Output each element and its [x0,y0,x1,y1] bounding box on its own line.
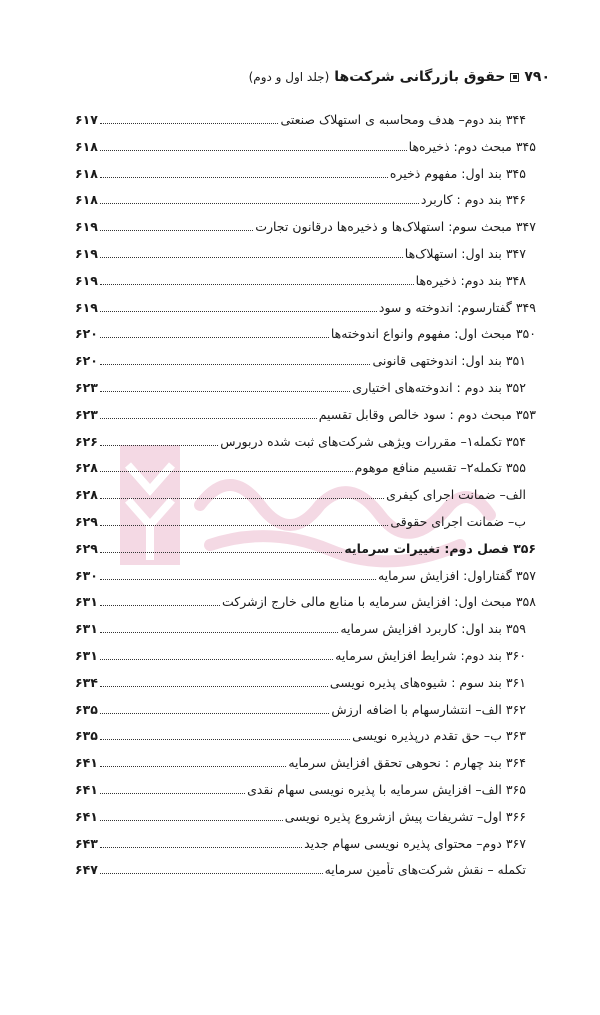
square-bullet-icon [510,73,519,82]
toc-entry-page-number: ۶۲۶ [75,433,98,449]
toc-entry-title: ۳۶۷ دوم– محتوای پذیره نویسی سهام جدید [304,835,526,851]
toc-entry [75,728,536,755]
dot-leader [100,873,323,874]
dot-leader [100,337,329,338]
toc-entry-title: ۳۶۴ بند چهارم : نحوهی تحقق افزایش سرمایه [288,755,526,771]
page-header [50,66,550,88]
toc-entry [75,809,536,836]
toc-entry [75,434,536,461]
toc-entry [75,782,536,809]
dot-leader [100,177,388,178]
toc-entry-title: ۳۶۶ اول– تشریفات پیش ازشروع پذیره نویسی [284,808,526,824]
toc-entry-page-number: ۶۳۵ [75,728,98,744]
toc-entry [75,300,536,327]
toc-entry [75,380,536,407]
toc-entry-page-number: ۶۴۱ [75,755,98,771]
toc-entry-title: ۳۶۳ ب– حق تقدم درپذیره نویسی [352,728,526,744]
dot-leader [100,123,279,124]
toc-entry-page-number: ۶۳۴ [75,674,98,690]
dot-leader [100,686,328,687]
dot-leader [100,605,220,606]
toc-entry-page-number: ۶۱۹ [75,272,98,288]
dot-leader [100,445,218,446]
toc-entry [75,353,536,380]
dot-leader [100,525,389,526]
toc-entry-page-number: ۶۴۳ [75,835,98,851]
toc-entry-page-number: ۶۲۸ [75,487,98,503]
toc-entry-page-number: ۶۱۷ [75,112,98,127]
toc-entry-title: ۳۴۹ گفتارسوم: اندوخته و سود [378,299,536,315]
toc-entry [75,219,536,246]
toc-entry-title: ۳۴۷ مبحث سوم: استهلاک‌ها و ذخیره‌ها درقانون تجارت [255,219,536,235]
toc-entry [75,246,536,273]
toc-entry-page-number: ۶۱۸ [75,192,98,208]
dot-leader [100,230,253,231]
toc-entry [75,514,536,541]
toc-entry [75,407,536,434]
dot-leader [100,418,317,419]
toc-entry [75,755,536,782]
toc-entry-title: تکمله – نقش شرکت‌های تأمین سرمایه [324,862,526,878]
toc-entry [75,166,536,193]
toc-entry-page-number: ۶۱۸ [75,138,98,154]
toc-entry-title: ۳۵۶ فصل دوم: تغییرات سرمایه [344,540,536,556]
toc-entry-title: ۳۵۳ مبحث دوم : سود خالص وقابل تقسیم [318,406,536,422]
toc-entry-title: ۳۵۴ تکمله۱– مقررات ویژهی شرکت‌های ثبت شده دربورس [220,433,526,449]
dot-leader [100,820,283,821]
toc-entry-page-number: ۶۲۸ [75,460,98,476]
toc-entry-title: ۳۵۱ بند اول: اندوختهی قانونی [372,353,526,369]
toc-entry-title: ۳۵۹ بند اول: کاربرد افزایش سرمایه [340,621,526,637]
toc-entry-page-number: ۶۱۹ [75,219,98,235]
page-number: ۷۹۰ [524,69,550,85]
toc-entry-page-number: ۶۳۱ [75,647,98,663]
toc-entry [75,621,536,648]
dot-leader [100,632,338,633]
dot-leader [100,284,414,285]
toc-entry-title: ب– ضمانت اجرای حقوقی [390,513,526,529]
toc-entry-page-number: ۶۲۳ [75,379,98,395]
dot-leader [100,311,377,312]
toc-entry [75,460,536,487]
toc-entry-title: ۳۴۵ مبحث دوم: ذخیره‌ها [408,138,536,154]
toc-entry-title: ۳۶۱ بند سوم : شیوه‌های پذیره نویسی [329,674,526,690]
toc-entry-title: ۳۵۵ تکمله۲– تقسیم منافع موهوم [354,460,526,476]
dot-leader [100,364,371,365]
dot-leader [100,552,342,553]
dot-leader [100,659,333,660]
toc-entry-title: ۳۵۲ بند دوم : اندوخته‌های اختیاری [352,379,526,395]
toc-entry [75,273,536,300]
dot-leader [100,739,350,740]
toc-entry-page-number: ۶۴۱ [75,781,98,797]
dot-leader [100,391,350,392]
toc-entry [75,594,536,621]
dot-leader [100,713,329,714]
toc-entry-page-number: ۶۲۰ [75,326,98,342]
dot-leader [100,257,403,258]
dot-leader [100,793,245,794]
toc-entry-page-number: ۶۲۰ [75,353,98,369]
toc-entry-page-number: ۶۴۱ [75,808,98,824]
toc-entry-page-number: ۶۴۷ [75,862,98,878]
toc-entry-title: ۳۵۷ گفتاراول: افزایش سرمایه [377,567,536,583]
toc-entry-title: ۳۶۲ الف– انتشارسهام با اضافه ارزش [331,701,526,717]
dot-leader [100,471,353,472]
toc-entry-page-number: ۶۱۹ [75,299,98,315]
toc-entry [75,541,536,568]
toc-entry [75,487,536,514]
toc-entry-title: ۳۶۵ الف– افزایش سرمایه با پذیره نویسی سهام نقدی [247,781,526,797]
toc-entry-title: ۳۵۰ مبحث اول: مفهوم وانواع اندوخته‌ها [330,326,536,342]
toc-entry-title: ۳۴۴ بند دوم– هدف ومحاسبه ی استهلاک صنعتی [280,112,526,127]
toc-entry [75,702,536,729]
dot-leader [100,498,384,499]
toc-entry [75,836,536,863]
toc-entry-title: ۳۴۵ بند اول: مفهوم ذخیره [389,165,526,181]
toc-entry [75,192,536,219]
dot-leader [100,766,286,767]
toc-entry-page-number: ۶۱۸ [75,165,98,181]
toc-entry [75,862,536,889]
toc-entry-title: ۳۶۰ بند دوم: شرایط افزایش سرمایه [335,647,526,663]
toc-entry [75,568,536,595]
toc-entry-page-number: ۶۳۱ [75,594,98,610]
toc-entry-title: الف– ضمانت اجرای کیفری [386,487,526,503]
toc-entry [75,648,536,675]
dot-leader [100,150,407,151]
dot-leader [100,579,376,580]
toc-entry-page-number: ۶۳۱ [75,621,98,637]
book-subtitle: (جلد اول و دوم) [248,70,330,84]
toc-entry [75,675,536,702]
toc-entry [75,112,536,139]
toc-entry-title: ۳۴۸ بند دوم: ذخیره‌ها [415,272,526,288]
toc-entry-page-number: ۶۳۰ [75,567,98,583]
dot-leader [100,203,419,204]
toc-entry-page-number: ۶۲۳ [75,406,98,422]
toc-entry-title: ۳۴۶ بند دوم : کاربرد [420,192,526,208]
toc-entry [75,139,536,166]
toc-entry-title: ۳۵۸ مبحث اول: افزایش سرمایه با منابع مالی خارج ازشرکت [222,594,536,610]
toc-entry-title: ۳۴۷ بند اول: استهلاک‌ها [404,245,526,261]
toc-entry [75,326,536,353]
toc-entry-page-number: ۶۲۹ [75,540,98,556]
book-title: حقوق بازرگانی شرکت‌ها [334,69,506,85]
toc-entry-page-number: ۶۱۹ [75,245,98,261]
toc-entry-page-number: ۶۲۹ [75,513,98,529]
table-of-contents [75,112,536,889]
toc-entry-page-number: ۶۳۵ [75,701,98,717]
dot-leader [100,847,302,848]
